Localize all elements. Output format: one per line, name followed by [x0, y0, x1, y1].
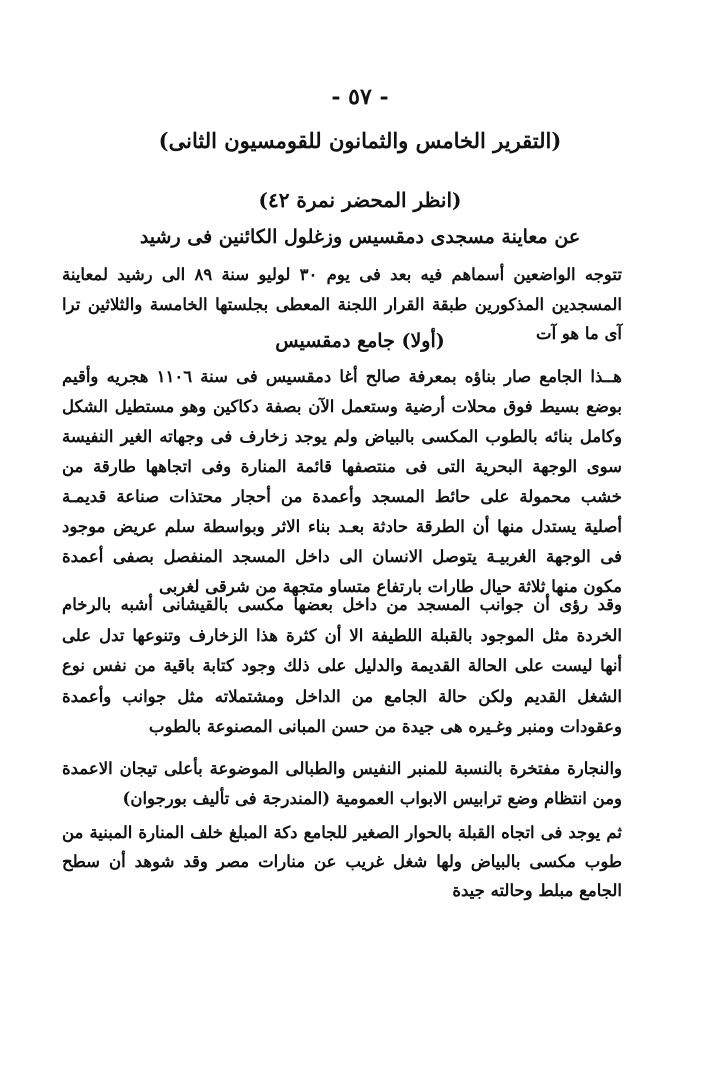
body-paragraph: ثم يوجد فى اتجاه القبلة بالحوار الصغير للجامع دكة المبلغ خلف المنارة المبنية من طوب مكسى بالبياض ولها شغل غريب عن منارات مصر وقد شوهد أن سطح الجامع مبلط وحالته جيدة [62, 823, 622, 900]
intro-paragraph: تتوجه الواضعين أسماهم فيه بعد فى يوم ٣٠ لوليو سنة ٨٩ الى رشيد لمعاينة المسجدين المذكورين طبقة القرار اللجنة المعطى بجلستها الخامسة والثلاثين ترا آى ما هو آت [62, 265, 622, 343]
reference-note: (انظر المحضر نمرة ٤٢) [258, 188, 462, 212]
report-title: (التقرير الخامس والثمانون للقومسيون الثانى) [158, 128, 562, 153]
body-paragraph: والنجارة مفتخرة بالنسبة للمنبر النفيس والطبالى الموضوعة بأعلى تيجان الاعمدة ومن انتظام وضع ترابيس الابواب العمومية (المندرجة فى تأليف بورجوان) [62, 759, 622, 808]
subject-line: عن معاينة مسجدى دمقسيس وزغلول الكائنين فى رشيد [139, 226, 581, 248]
body-paragraph: وقد رؤى أن جوانب المسجد من داخل بعضها مكسى بالقيشانى أشبه بالرخام الخردة مثل الموجود بالقبلة اللطيفة الا أن كثرة هذا الزخارف وتنوعها تدل على أنها ليست على الحالة القديمة والدليل على ذلك وجود كتابة باقية من نفس نوع الشغل القديم ولكن حالة الجامع من الداخل ومشتملاته مثل جوانب وأعمدة وعقودات ومنبر وغـيره هى جيدة من حسن المبانى المصنوعة بالطوب [62, 595, 622, 736]
section-heading: (أولا) جامع دمقسيس [275, 330, 445, 352]
page-number: - ٥٧ - [331, 84, 389, 110]
body-paragraph: هــذا الجامع صار بناؤه بمعرفة صالح أغا دمقسيس فى سنة ١١٠٦ هجريه وأقيم بوضع بسيط فوق محلات أرضية وستعمل الآن بصفة دكاكين وهو مستطيل الشكل وكامل بنائه بالطوب المكسى بالبياض ولم يوجد زخارف فى وجهاته الغير النفيسة سوى الوجهة البحرية التى فى منتصفها قائمة المنارة وفى اتجاهها طارقة من خشب محمولة على حائط المسجد وأعمدة من أحجار محتذات صناعة قديمـة أصلية يستدل منها أن الطرقة حادثة بعـد بناء الاثر وبواسطة سلم عريض موجود فى الوجهة الغربيـة يتوصل الانسان الى داخل المسجد المنفصل بصفى أعمدة مكون منها ثلاثة حيال طارات بارتفاع متساو متجهة من شرقى لغربى [62, 367, 622, 596]
